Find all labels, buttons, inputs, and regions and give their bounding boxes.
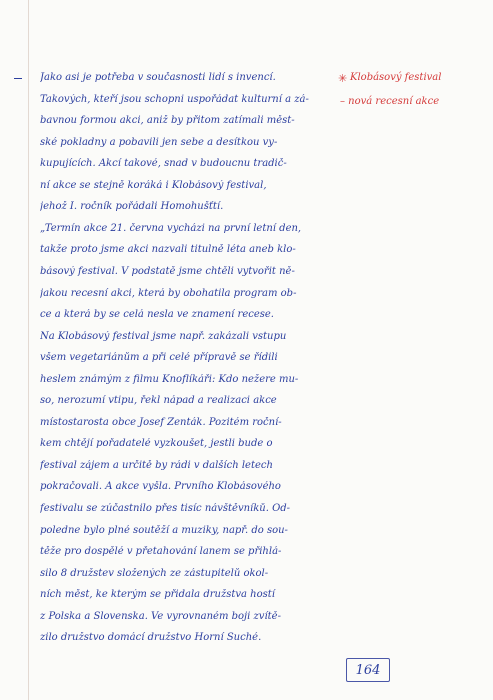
text-line: z Polska a Slovenska. Ve vyrovnaném boji zvítě-	[40, 610, 281, 622]
text-line: ních měst, ke kterým se přidala družstva hostí	[40, 589, 275, 601]
text-line: ské pokladny a pobavili jen sebe a desítkou vy-	[40, 136, 278, 148]
text-line: zilo družstvo domácí družstvo Horní Suché.	[40, 632, 262, 644]
page-number-box	[346, 658, 390, 682]
star-icon: ✳	[338, 72, 348, 85]
text-line: kem chtějí pořadatelé vyzkoušet, jestli bude o	[40, 438, 273, 450]
text-line: Na Klobásový festival jsme např. zakázali vstupu	[40, 330, 287, 342]
bullet-dash	[14, 78, 22, 79]
text-line: jehož I. ročník pořádali Homohušťtí.	[40, 201, 224, 213]
page-number: 164	[355, 662, 381, 678]
text-line: bavnou formou akci, aniž by přitom zatímali měst-	[40, 115, 295, 127]
text-line: Takových, kteří jsou schopni uspořádat kulturní a zá-	[40, 93, 309, 105]
text-line: silo 8 družstev složených ze zástupitelů okol-	[40, 567, 269, 579]
text-line: ní akce se stejně koráká i Klobásový festival,	[40, 179, 267, 191]
text-line: takže proto jsme akci nazvali titulně léta aneb klo-	[40, 244, 296, 256]
text-line: jakou recesní akci, která by obohatila program ob-	[40, 287, 297, 299]
text-line: poledne bylo plné soutěží a muziky, např. do sou-	[40, 524, 288, 536]
text-line: so, nerozumí vtipu, řekl nápad a realizaci akce	[40, 395, 277, 407]
text-line: všem vegetariánům a při celé přípravě se řídili	[40, 352, 278, 364]
text-line: festival zájem a určitě by rádi v dalších letech	[40, 459, 273, 471]
text-line: těže pro dospělé v přetahování lanem se přihlá-	[40, 546, 282, 558]
text-line: „Termín akce 21. června vycházi na první letní den,	[40, 222, 302, 234]
text-line: heslem známým z filmu Knoflíkáři: Kdo nežere mu-	[40, 373, 299, 385]
margin-note-subtitle: – nová recesní akce	[340, 96, 440, 107]
margin-line	[28, 0, 29, 700]
margin-note-title: Klobásový festival	[350, 72, 442, 83]
text-line: pokračovali. A akce vyšla. Prvního Klobásového	[40, 481, 281, 493]
text-line: kupujících. Akcí takové, snad v budoucnu tradič-	[40, 158, 287, 170]
text-line: Jako asi je potřeba v současnosti lidí s invencí.	[40, 72, 276, 83]
text-line: festivalu se zúčastnilo přes tisíc návštěvníků. Od-	[40, 503, 291, 514]
text-line: místostarosta obce Josef Ženták. Pozitém roční-	[40, 416, 282, 428]
text-line: ce a která by se celá nesla ve znamení recese.	[40, 309, 274, 321]
text-line: básový festival. V podstatě jsme chtěli vytvořit ně-	[40, 265, 295, 277]
